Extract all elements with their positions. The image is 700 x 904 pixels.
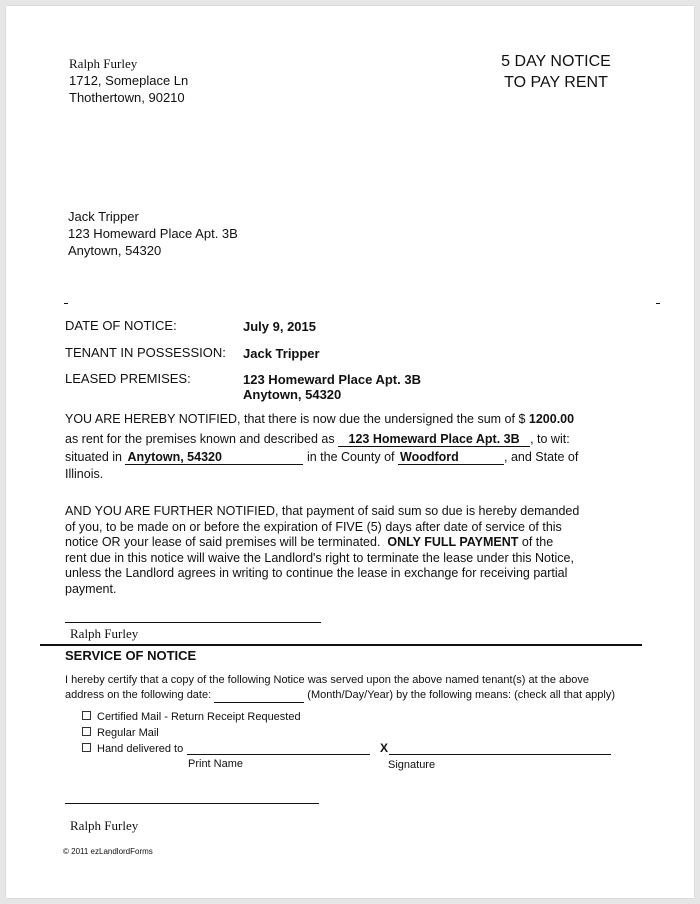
option-regular-mail (82, 726, 159, 740)
signature-line (65, 622, 321, 623)
copyright: © 2011 ezLandlordForms (63, 847, 153, 856)
notice-text: as rent for the premises known and described as (65, 432, 335, 446)
recipient-street: 123 Homeward Place Apt. 3B (68, 226, 238, 241)
checkbox[interactable] (82, 727, 91, 736)
demand-line: unless the Landlord agrees in writing to continue the lease in exchange for receiving partial (65, 566, 568, 581)
demand-line: payment. (65, 581, 117, 596)
notice-text: , to wit: (530, 432, 570, 446)
notice-text: situated in (65, 450, 122, 464)
state-text: Illinois. (65, 467, 104, 481)
option-label: Certified Mail - Return Receipt Requested (97, 711, 301, 723)
notice-line-1 (65, 411, 574, 427)
service-text: address on the following date: (65, 689, 212, 701)
notice-line-3 (65, 449, 578, 465)
service-text-line-2 (65, 688, 615, 703)
demand-text: of the (521, 535, 554, 550)
full-payment-emphasis: ONLY FULL PAYMENT (387, 535, 519, 550)
option-certified-mail (82, 710, 301, 724)
date-value: July 9, 2015 (243, 319, 316, 334)
print-name-caption: Print Name (188, 758, 244, 770)
recipient-name: Jack Tripper (68, 209, 139, 224)
county-fill: Woodford (398, 450, 504, 465)
signature-caption: Signature (388, 759, 436, 771)
service-date-blank (214, 688, 304, 703)
demand-line-3 (65, 535, 579, 551)
signature-line (65, 803, 319, 804)
premises-fill: 123 Homeward Place Apt. 3B (338, 432, 530, 447)
title-line-2: TO PAY RENT (504, 74, 608, 91)
demand-line: rent due in this notice will waive the Landlord's right to terminate the lease under this Notice, (65, 550, 574, 565)
option-label: Hand delivered to (97, 743, 184, 755)
notice-line-2 (65, 431, 570, 447)
notice-text: YOU ARE HEREBY NOTIFIED, that there is now due the undersigned the sum of $ (65, 412, 526, 426)
print-name-line (187, 754, 370, 755)
fold-mark-left (64, 303, 68, 304)
demand-paragraph (65, 504, 579, 598)
recipient-city-zip: Anytown, 54320 (68, 243, 162, 258)
signature-x-mark: X (380, 741, 389, 755)
option-hand-delivered (82, 742, 183, 756)
sender-street: 1712, Someplace Ln (69, 73, 189, 88)
service-text: (Month/Day/Year) by the following means: (check all that apply) (307, 689, 616, 701)
landlord-signature-2: Ralph Furley (70, 818, 139, 833)
title-line-1: 5 DAY NOTICE (501, 53, 611, 70)
landlord-signature: Ralph Furley (70, 626, 139, 641)
notice-page (6, 6, 694, 898)
service-heading: SERVICE OF NOTICE (65, 648, 197, 663)
notice-text: , and State of (504, 450, 579, 464)
server-signature-line (389, 754, 611, 755)
premises-label: LEASED PREMISES: (65, 371, 191, 386)
option-label: Regular Mail (97, 727, 159, 739)
demand-line: AND YOU ARE FURTHER NOTIFIED, that payment of said sum so due is hereby demanded (65, 504, 580, 518)
section-divider (40, 644, 642, 646)
tenant-value: Jack Tripper (243, 346, 320, 361)
tenant-label: TENANT IN POSSESSION: (65, 345, 226, 360)
fold-mark-right (656, 303, 660, 304)
amount-due: 1200.00 (528, 412, 575, 426)
document-title (476, 51, 636, 93)
date-label: DATE OF NOTICE: (65, 318, 177, 333)
service-text-line-1: I hereby certify that a copy of the following Notice was served upon the above named tenant(s) at the above (65, 674, 590, 686)
sender-name: Ralph Furley (69, 56, 138, 71)
premises-line-1: 123 Homeward Place Apt. 3B (243, 372, 421, 387)
premises-line-2: Anytown, 54320 (243, 387, 342, 402)
checkbox[interactable] (82, 743, 91, 752)
notice-text: in the County of (306, 450, 395, 464)
checkbox[interactable] (82, 711, 91, 720)
sender-city-zip: Thothertown, 90210 (69, 90, 185, 105)
demand-line: of you, to be made on or before the expiration of FIVE (5) days after date of service of this (65, 519, 562, 534)
demand-text: notice OR your lease of said premises will be terminated. (65, 535, 381, 550)
city-fill: Anytown, 54320 (125, 450, 303, 465)
